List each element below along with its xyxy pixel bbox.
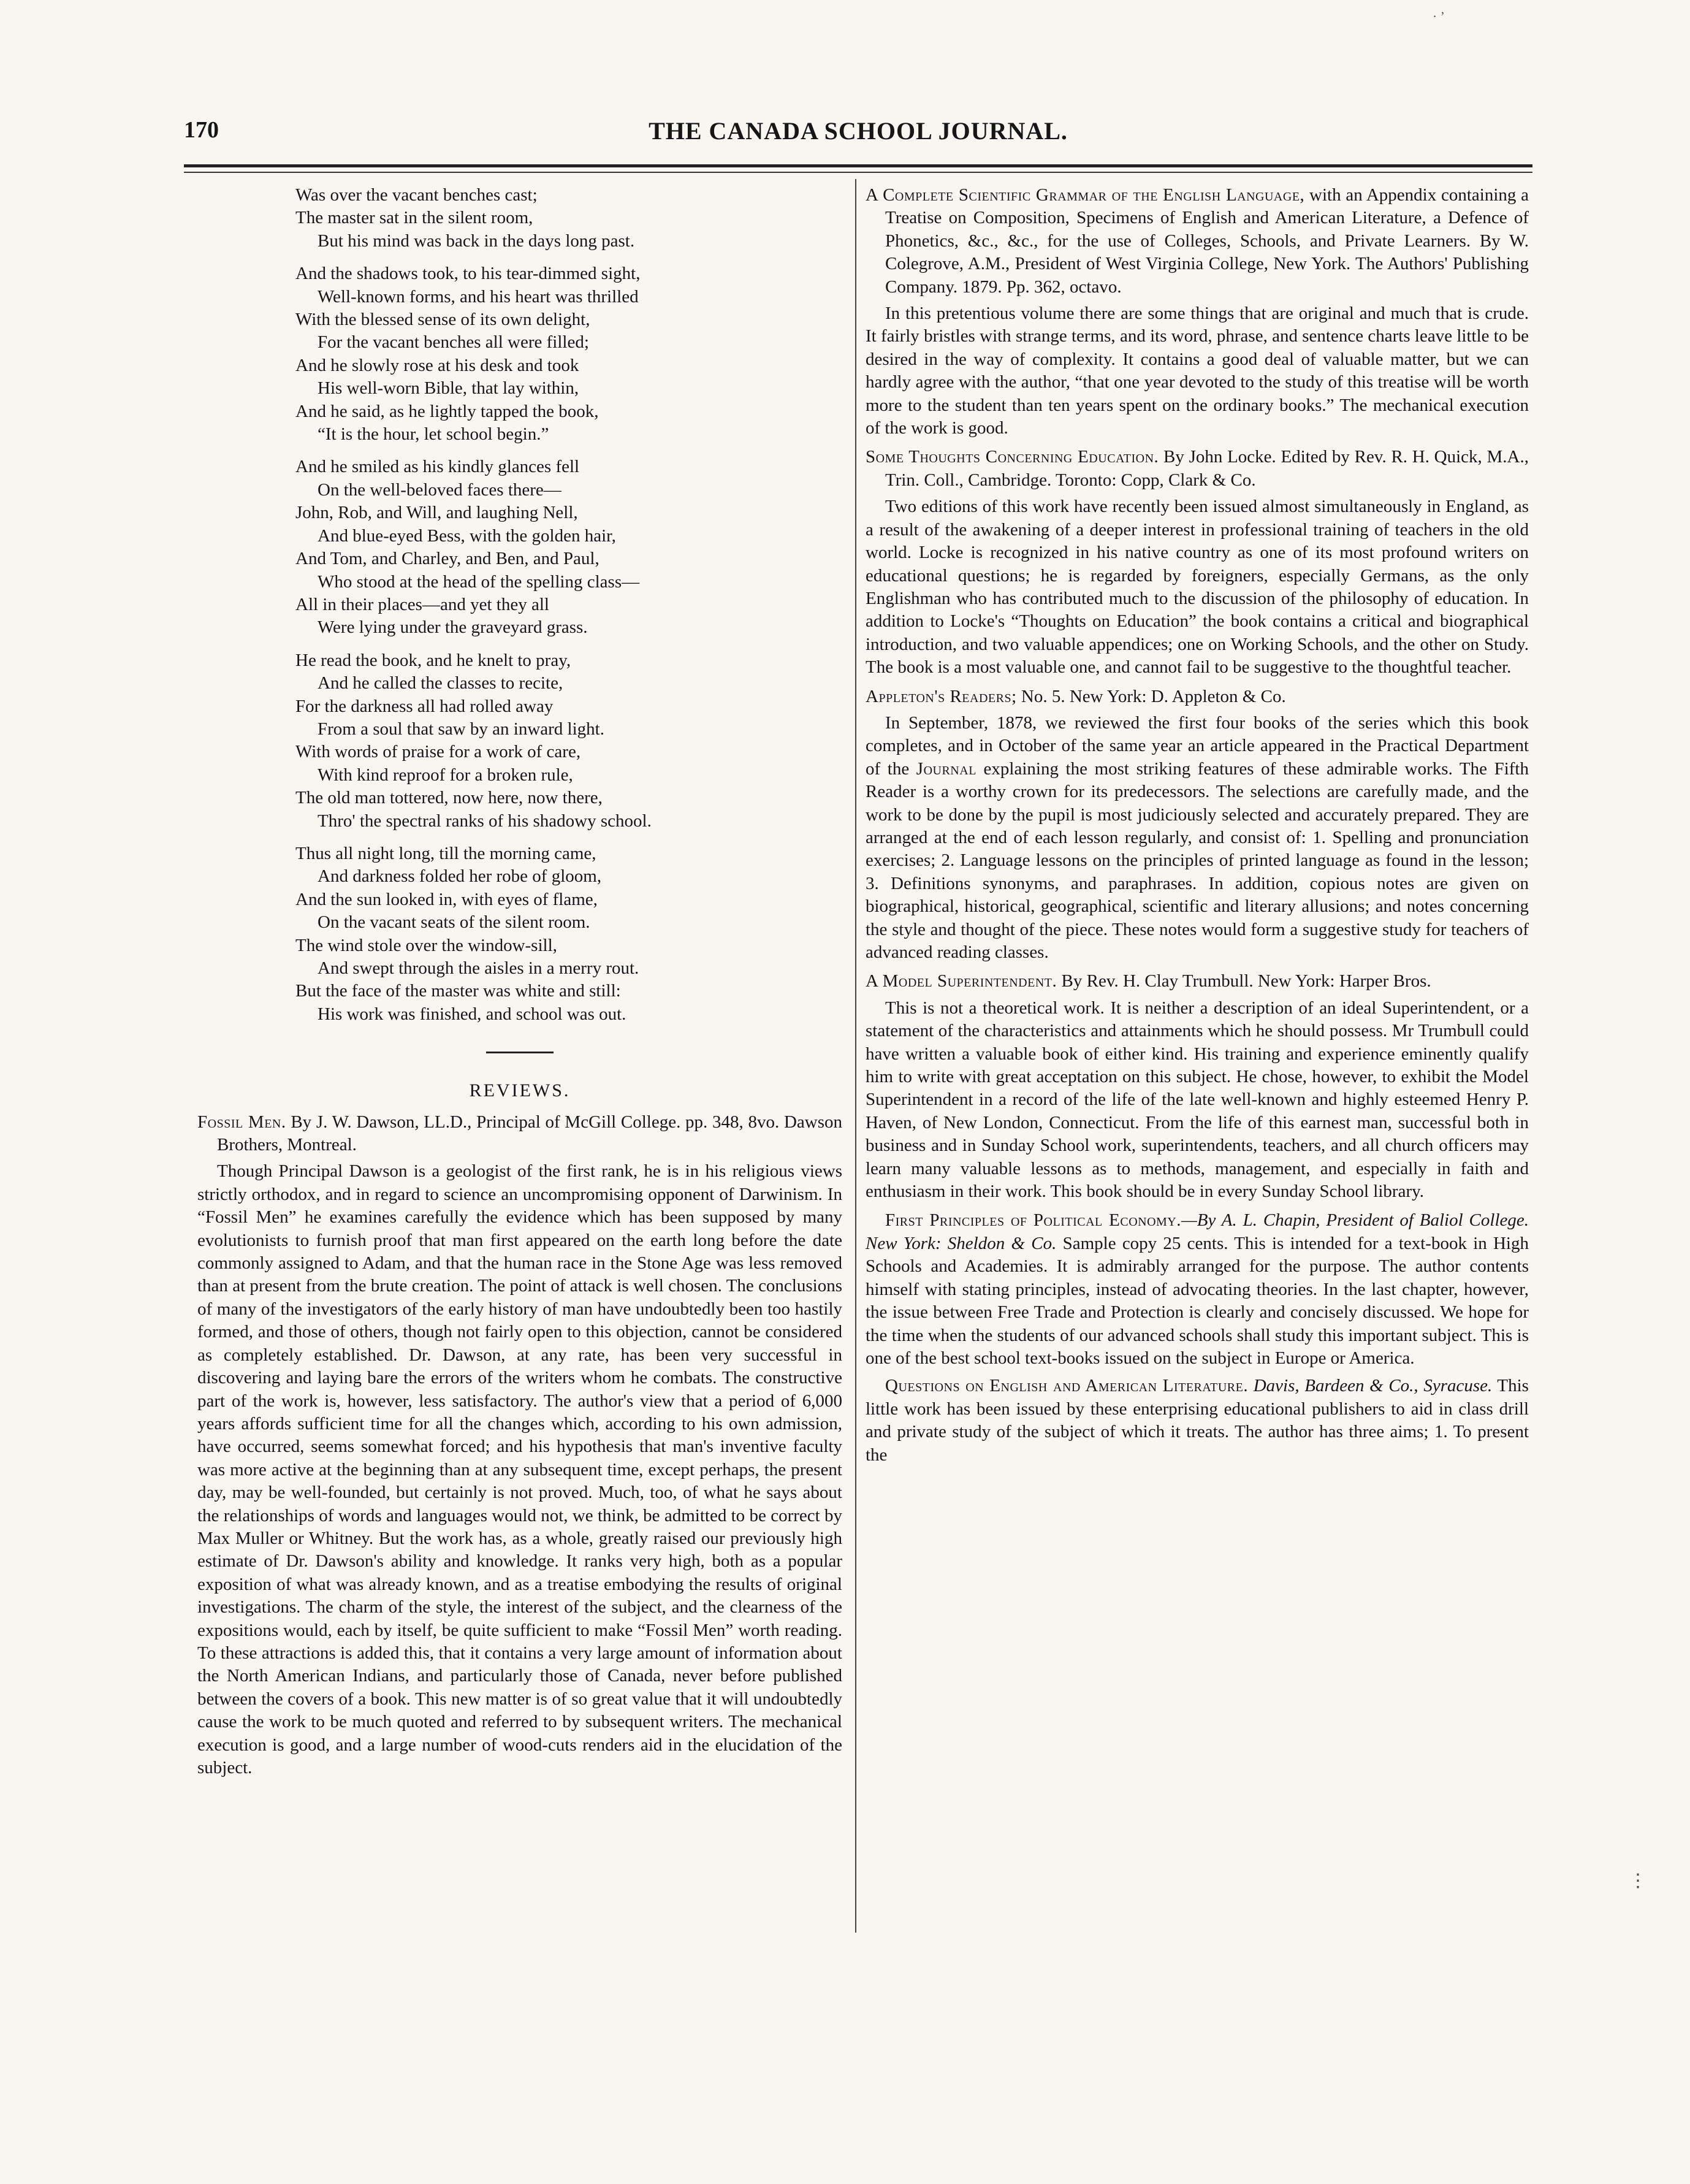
poem-line: And the sun looked in, with eyes of flame, bbox=[295, 889, 598, 909]
review-title: A Model Superintendent. bbox=[866, 971, 1057, 991]
poem-line: And he said, as he lightly tapped the book, bbox=[295, 401, 599, 421]
review-body-grammar: In this pretentious volume there are some things that are original and much that is crude. It fairly bristles with strange terms, and its word, phrase, and sentence charts leave little to be desired in the way of complexity. It contains a good deal of valuable matter, but we can hardly agree with the author, “that one year devoted to the study of this treatise will be worth more to the student than ten years spent on the ordinary books.” The mechanical execution of the work is good. bbox=[866, 304, 1529, 438]
scan-margin-mark: ⋮ bbox=[1629, 1871, 1647, 1891]
poem-stanza bbox=[295, 184, 842, 253]
review-citation-text: By John Locke. Edited by Rev. R. H. Quick, M.A., Trin. Coll., Cambridge. Toronto: Copp, Clark & Co. bbox=[885, 447, 1529, 490]
section-divider bbox=[486, 1052, 554, 1053]
review-citation-text: —By A. L. Chapin, President of Baliol College. New York: Sheldon & Co. bbox=[866, 1210, 1529, 1253]
poem-line: His well-worn Bible, that lay within, bbox=[318, 378, 579, 399]
poem-line: And swept through the aisles in a merry rout. bbox=[318, 958, 639, 978]
review-body-text: Sample copy 25 cents. This is intended for a text-book in High Schools and Academies. It is admirably arranged for the purpose. The author contents himself with stating principles, instead of advocating theories. In the last chapter, however, the issue between Free Trade and Protection is clearly and concisely discussed. We hope for the time when the students of our advanced schools shall study this important subject. This is one of the best school text-books issued on the subject in Europe or America. bbox=[866, 1233, 1529, 1368]
poem-stanza bbox=[295, 649, 842, 833]
review-citation-superintendent bbox=[866, 970, 1529, 993]
poem-line: But his mind was back in the days long past. bbox=[318, 231, 635, 251]
poem-line: And he called the classes to recite, bbox=[318, 673, 563, 693]
poem-line: Thus all night long, till the morning came, bbox=[295, 843, 596, 863]
review-citation-text: with an Appendix containing a Treatise on Composition, Specimens of English and American Literature, a Defence of Phonetics, &c., &c., for the use of Colleges, Schools, and Private Learners. By W. Colegrove, A.M., President of West Virginia College, New York. The Authors' Publishing Company. 1879. Pp. 362, octavo. bbox=[885, 185, 1529, 297]
poem-line: The old man tottered, now here, now there, bbox=[295, 788, 603, 808]
page-header bbox=[184, 116, 1532, 153]
poem-line: John, Rob, and Will, and laughing Nell, bbox=[295, 503, 578, 523]
poem-line: For the vacant benches all were filled; bbox=[318, 332, 589, 353]
review-citation-appleton bbox=[866, 685, 1529, 708]
review-citation-fossil-men bbox=[197, 1111, 842, 1157]
poem-line: On the vacant seats of the silent room. bbox=[318, 912, 590, 933]
poem-line: But the face of the master was white and still: bbox=[295, 981, 621, 1001]
review-citation-grammar bbox=[866, 184, 1529, 299]
poem-line: And Tom, and Charley, and Ben, and Paul, bbox=[295, 549, 599, 569]
journal-word: Journal bbox=[916, 758, 976, 779]
review-title: First Principles of Political Economy. bbox=[885, 1210, 1182, 1231]
poem-line: Who stood at the head of the spelling class— bbox=[318, 571, 640, 592]
column-divider bbox=[855, 179, 856, 1933]
right-column bbox=[866, 184, 1529, 1467]
poem-line: And blue-eyed Bess, with the golden hair, bbox=[318, 525, 616, 546]
poem-stanza bbox=[295, 456, 842, 639]
review-citation-text: By J. W. Dawson, LL.D., Principal of McGill College. pp. 348, 8vo. Dawson Brothers, Montreal. bbox=[217, 1112, 842, 1155]
poem-line: “It is the hour, let school begin.” bbox=[318, 424, 549, 445]
review-title: Questions on English and American Literature. bbox=[885, 1376, 1249, 1396]
poem-stanza bbox=[295, 842, 842, 1026]
poem-line: On the well-beloved faces there— bbox=[318, 479, 561, 500]
journal-title: THE CANADA SCHOOL JOURNAL. bbox=[649, 117, 1068, 145]
review-citation-text: By Rev. H. Clay Trumbull. New York: Harper Bros. bbox=[1057, 971, 1431, 991]
review-citation-locke bbox=[866, 446, 1529, 492]
poem-line: All in their places—and yet they all bbox=[295, 594, 549, 614]
poem-line: Thro' the spectral ranks of his shadowy school. bbox=[318, 811, 652, 831]
poem-line: Was over the vacant benches cast; bbox=[295, 185, 538, 205]
poem-line: And he smiled as his kindly glances fell bbox=[295, 457, 580, 477]
review-title: Appleton's Readers; bbox=[866, 686, 1017, 706]
poem-line: With words of praise for a work of care, bbox=[295, 742, 581, 762]
review-body-text: This little work has been issued by these enterprising educational publishers to aid in class drill and private study of the subject of which it treats. The author has three aims; 1. To present the bbox=[866, 1376, 1529, 1465]
poem-line: For the darkness all had rolled away bbox=[295, 696, 554, 716]
review-title: Some Thoughts Concerning Education. bbox=[866, 447, 1159, 467]
poem-line: Were lying under the graveyard grass. bbox=[318, 617, 588, 638]
header-rule-light bbox=[184, 172, 1532, 173]
scan-speck-mark: · ’ bbox=[1432, 9, 1445, 24]
review-citation-text: No. 5. New York: D. Appleton & Co. bbox=[1016, 686, 1286, 706]
poem-line: And he slowly rose at his desk and took bbox=[295, 355, 579, 375]
body-text: In September, 1878, we reviewed the first four books of the series which this book completes, and in October of the same year an article appeared in the Practical Department of the bbox=[866, 712, 1529, 779]
left-column bbox=[197, 184, 842, 1785]
poem-line: The master sat in the silent room, bbox=[295, 208, 533, 228]
poem-line: He read the book, and he knelt to pray, bbox=[295, 650, 571, 670]
review-body-superintendent: This is not a theoretical work. It is neither a description of an ideal Superintendent, or a statement of the characteristics and attainments which he should possess. Mr Trumbull could have written a valuable book of either kind. His training and experience eminently qualify him to write with great acceptation on this subject. He chose, however, to exhibit the Model Superintendent in a record of the life of the late well-known and highly esteemed Henry P. Haven, of New London, Connecticut. From the life of this earnest man, successful both in business and in Sunday School work, superintendents, teachers, and all church officers may learn many valuable lessons as to methods, management, and especially in faith and enthusiasm in their work. This book should be in every Sunday School library. bbox=[866, 998, 1529, 1202]
poem-line: With the blessed sense of its own delight, bbox=[295, 310, 590, 330]
poem-line: Well-known forms, and his heart was thrilled bbox=[318, 286, 639, 307]
poem-stanza bbox=[295, 262, 842, 446]
poem-line: And the shadows took, to his tear-dimmed sight, bbox=[295, 264, 641, 284]
poem-line: His work was finished, and school was out. bbox=[318, 1004, 626, 1024]
poem bbox=[295, 184, 842, 1026]
review-body-locke: Two editions of this work have recently been issued almost simultaneously in England, as a result of the awakening of a deeper interest in professional training of teachers in the old world. Locke is recognized in his native country as one of its most profound writers on educational questions; he is regarded by foreigners, especially Germans, as the only Englishman who has contributed much to the discussion of the philosophy of education. In addition to Locke's “Thoughts on Education” the book contains a critical and biographical introduction, and two valuable appendices; one on Working Schools, and the other on Study. The book is a most valuable one, and cannot fail to be suggestive to the thoughtful teacher. bbox=[866, 497, 1529, 678]
review-economy bbox=[866, 1209, 1529, 1370]
poem-line: With kind reproof for a broken rule, bbox=[318, 765, 573, 785]
review-citation-text: Davis, Bardeen & Co., Syracuse. bbox=[1248, 1376, 1493, 1396]
poem-line: From a soul that saw by an inward light. bbox=[318, 719, 604, 739]
body-text: explaining the most striking features of these admirable works. The Fifth Reader is a worthy crown for its predecessors. The selections are carefully made, and the work to be done by the pupil is most judiciously selected and accurately prepared. They are arranged at the end of each lesson regularly, and consist of: 1. Spelling and pronunciation exercises; 2. Language lessons on the principles of printed language as found in the lesson; 3. Definitions synonyms, and paraphrases. In addition, copious notes are given on biographical, historical, geographical, scientific and literary allusions; and notes concerning the style and thought of the piece. These notes would form a suggestive study for teachers of advanced reading classes. bbox=[866, 758, 1529, 962]
review-body-appleton bbox=[866, 712, 1529, 964]
review-title: Fossil Men. bbox=[197, 1112, 286, 1132]
poem-line: And darkness folded her robe of gloom, bbox=[318, 866, 602, 887]
header-rule-heavy bbox=[184, 164, 1532, 167]
reviews-heading: REVIEWS. bbox=[469, 1080, 571, 1101]
review-questions bbox=[866, 1375, 1529, 1467]
review-body-fossil-men: Though Principal Dawson is a geologist of the first rank, he is in his religious views strictly orthodox, and in regard to science an uncompromising opponent of Darwinism. In “Fossil Men” he examines carefully the evidence which has been supposed by many evolutionists to furnish proof that man first appeared on the earth long before the date commonly assigned to Adam, and that the human race in the Stone Age was less removed than at present from the brute creation. The point of attack is well chosen. The conclusions of many of the investigators of the early history of man have undoubtedly been too hastily formed, and those of others, though not fairly open to this objection, cannot be considered as completely established. Dr. Dawson, at any rate, has been very successful in discovering and laying bare the errors of the writers whom he combats. The constructive part of the work is, however, less satisfactory. The author's view that a period of 6,000 years affords sufficient time for all the changes which, according to his own admission, have occurred, seems somewhat forced; and his hypothesis that man's inventive faculty was more active at the beginning than at any subsequent time, except perhaps, the present day, may be well-founded, but certainly is not proved. Much, too, of what he says about the relationships of words and languages would not, we think, be admitted to be correct by Max Muller or Whitney. But the work has, as a whole, greatly raised our previously high estimate of Dr. Dawson's ability and knowledge. It ranks very high, both as a popular exposition of what was already known, and as a treatise embodying the results of original investigations. The charm of the style, the interest of the subject, and the clearness of the expositions would, each by itself, be quite sufficient to make “Fossil Men” worth reading. To these attractions is added this, that it contains a very large amount of information about the North American Indians, and particularly those of Canada, never before published between the covers of a book. This new matter is of so great value that it will undoubtedly cause the work to be much quoted and referred to by subsequent writers. The mechanical execution is good, and a large number of wood-cuts renders aid in the elucidation of the subject. bbox=[197, 1161, 842, 1777]
poem-line: The wind stole over the window-sill, bbox=[295, 935, 557, 955]
review-title: A Complete Scientific Grammar of the English Language, bbox=[866, 185, 1305, 205]
page-number: 170 bbox=[184, 117, 219, 143]
